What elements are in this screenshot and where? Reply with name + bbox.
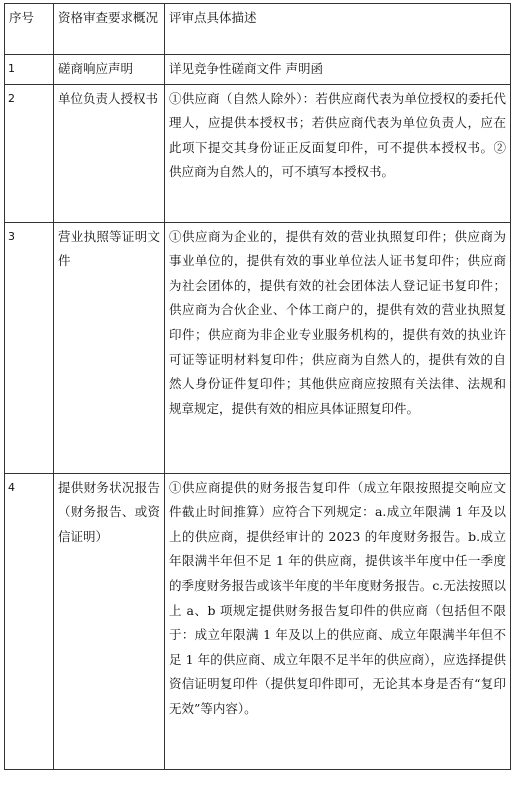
header-no: 序号 [5,4,54,55]
row-description: ①供应商提供的财务报告复印件（成立年限按照提交响应文件截止时间推算）应符合下列规定：a.成立年限满 1 年及以上的供应商，提供经审计的 2023 的年度财务报告。b.成立年限满半年但不足 1 年的供应商，提供该半年度中任一季度的季度财务报告或该半年度的半年度财务报告。c.无法按照以上 a、b 项规定提供财务报告复印件的供应商（包括但不限于：成立年限满 1 年及以上的供应商、成立年限满半年但不足 1 年的供应商、成立年限不足半年的供应商），应选择提供资信证明复印件（提供复印件即可，无论其本身是否有“复印无效”等内容）。 [165,473,511,769]
header-requirement: 资格审查要求概况 [54,4,165,55]
header-description: 评审点具体描述 [165,4,511,55]
row-requirement: 营业执照等证明文件 [54,222,165,473]
table-header-row [5,4,511,55]
table-row [5,222,511,473]
table-row [5,84,511,222]
row-requirement: 单位负责人授权书 [54,84,165,222]
row-no: 4 [5,473,54,769]
row-requirement: 磋商响应声明 [54,55,165,85]
row-description: ①供应商（自然人除外）：若供应商代表为单位授权的委托代理人，应提供本授权书；若供应商代表为单位负责人，应在此项下提交其身份证正反面复印件，可不提供本授权书。②供应商为自然人的，可不填写本授权书。 [165,84,511,222]
qualification-review-table [4,3,511,770]
table-row [5,55,511,85]
row-description: 详见竞争性磋商文件 声明函 [165,55,511,85]
row-no: 1 [5,55,54,85]
row-no: 2 [5,84,54,222]
table-row [5,473,511,769]
row-requirement: 提供财务状况报告（财务报告、或资信证明） [54,473,165,769]
row-no: 3 [5,222,54,473]
row-description: ①供应商为企业的，提供有效的营业执照复印件；供应商为事业单位的，提供有效的事业单位法人证书复印件；供应商为社会团体的，提供有效的社会团体法人登记证书复印件；供应商为合伙企业、个体工商户的，提供有效的营业执照复印件；供应商为非企业专业服务机构的，提供有效的执业许可证等证明材料复印件；供应商为自然人的，提供有效的自然人身份证件复印件；其他供应商应按照有关法律、法规和规章规定，提供有效的相应具体证照复印件。 [165,222,511,473]
